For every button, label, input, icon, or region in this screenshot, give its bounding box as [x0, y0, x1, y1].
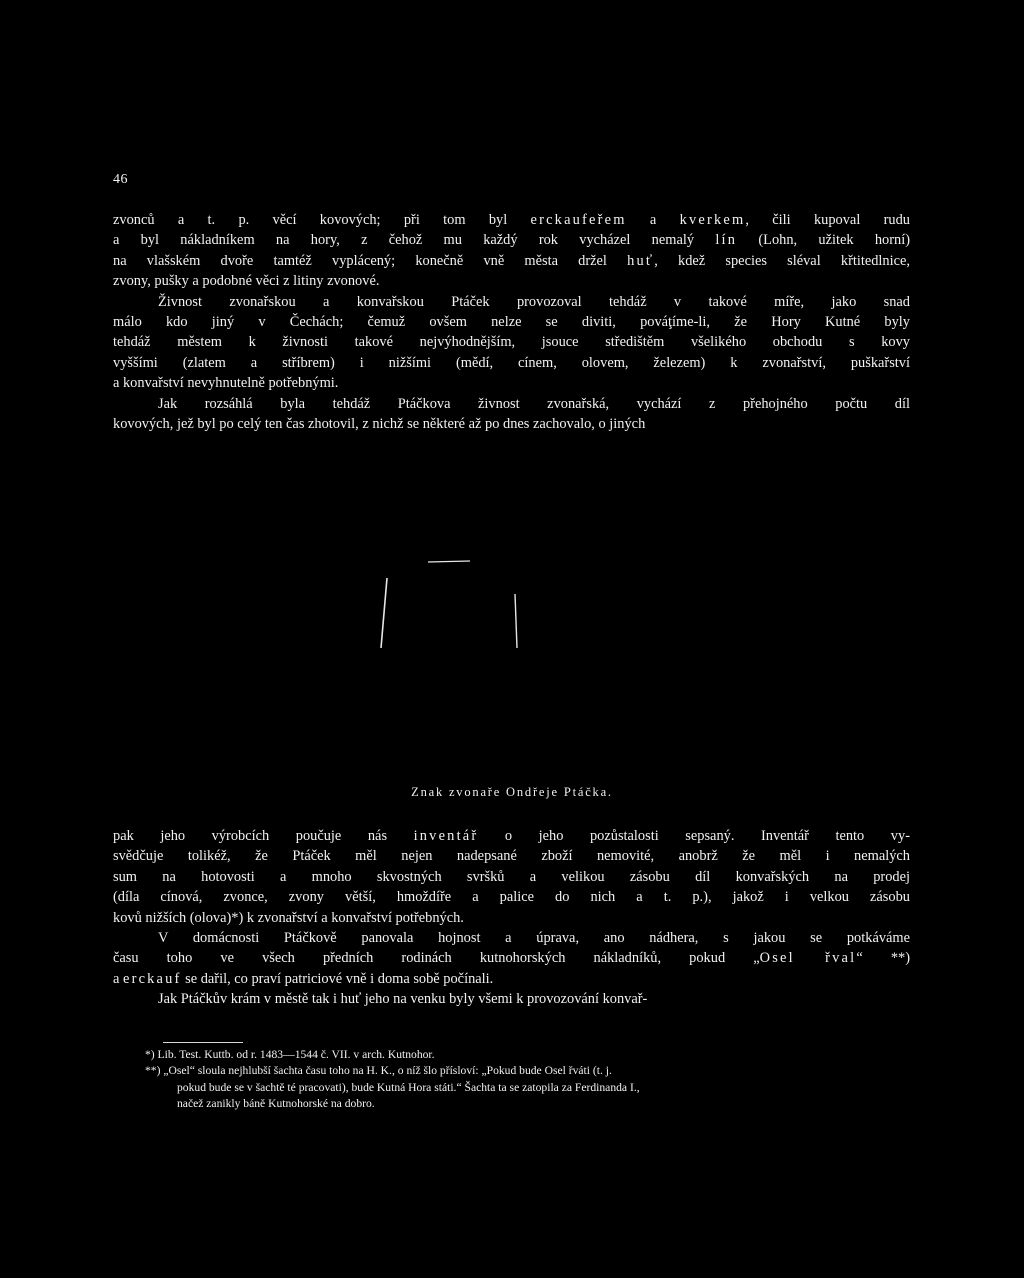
text-line: [113, 394, 910, 414]
text-line: [113, 846, 910, 866]
text-line: [113, 887, 910, 907]
page-number: 46: [113, 172, 128, 187]
text-run: svědčuje tolikéž, že Ptáček měl nejen nadepsané zboží nemovité, anobrž že měl i nemalých: [113, 848, 910, 865]
text-line: [113, 908, 910, 928]
text-run: “ **): [856, 950, 911, 967]
body-text-top: [113, 210, 910, 434]
text-line: [113, 271, 910, 291]
text-run: pak jeho výrobcích poučuje nás: [113, 828, 414, 844]
bellfounder-mark-figure: [370, 556, 530, 656]
text-run: (Lohn, užitek horní): [737, 232, 911, 249]
text-run: málo kdo jiný v Čechách; čemuž ovšem nelze se diviti, pováţíme-li, že Hory Kutné byly: [113, 314, 910, 331]
text-run: a: [113, 970, 123, 987]
figure-left-stroke: [381, 578, 387, 648]
text-run: Jak rozsáhlá byla tehdáž Ptáčkova živnost zvonařská, vychází z přehojného počtu díl: [158, 395, 910, 412]
text-line: [113, 312, 910, 332]
text-line: [113, 989, 910, 1009]
text-line: [113, 948, 910, 968]
text-run: kovových, jež byl po celý ten čas zhotovil, z nichž se některé až po dnes zachovalo, o jiných: [113, 416, 646, 433]
spaced-term: kverkem: [679, 212, 746, 228]
text-line: [113, 230, 910, 250]
text-line: [113, 292, 910, 312]
footnotes: [145, 1047, 910, 1113]
text-run: , kdež species sléval křtitedlnice,: [654, 252, 911, 269]
text-run: Živnost zvonařskou a konvařskou Ptáček provozoval tehdáž v takové míře, jako snad: [158, 293, 910, 310]
text-line: [113, 332, 910, 352]
spaced-term: inventář: [413, 828, 479, 844]
text-run: (díla cínová, zvonce, zvony větší, hmoždíře a palice do nich a t. p.), jakož i velkou zásobu: [113, 889, 910, 906]
text-run: a: [626, 212, 680, 228]
text-run: zvony, pušky a podobné věci z litiny zvonové.: [113, 273, 380, 290]
text-run: , čili kupoval rudu: [745, 212, 910, 228]
body-text-bottom: [113, 826, 910, 1010]
text-run: o jeho pozůstalosti sepsaný. Inventář tento vy-: [478, 828, 910, 844]
text-run: a byl nákladníkem na hory, z čehož mu každý rok vycházel nemalý: [113, 232, 716, 249]
text-line: [113, 867, 910, 887]
figure-top-stroke: [428, 561, 470, 562]
text-run: tehdáž městem k živnosti takové nejvýhodnějším, jsouce středištěm všelikého obchodu s kovy: [113, 334, 910, 351]
text-run: V domácnosti Ptáčkově panovala hojnost a úprava, ano nádhera, s jakou se potkáváme: [158, 930, 910, 947]
text-run: sum na hotovosti a mnoho skvostných svršků a velikou zásobu díl konvařských na prodej: [113, 868, 910, 885]
footnote-2-cont: pokud bude se v šachtě té pracovati), bude Kutná Hora státi.“ Šachta ta se zatopila za Ferdinanda I.,: [177, 1080, 640, 1094]
text-line: [113, 353, 910, 373]
text-line: [113, 969, 910, 989]
text-run: kovů nižších (olova)*) k zvonařství a konvařství potřebných.: [113, 909, 464, 926]
text-line: [113, 210, 910, 230]
text-run: zvonců a t. p. věcí kovových; při tom byl: [113, 212, 531, 228]
text-line: [113, 826, 910, 846]
spaced-term: erckaufeřem: [530, 212, 627, 228]
spaced-term: Osel řval: [759, 950, 857, 967]
text-run: se dařil, co praví patriciové vně i doma sobě počínali.: [181, 970, 494, 987]
text-run: a konvařství nevyhnutelně potřebnými.: [113, 375, 339, 392]
figure-caption: Znak zvonaře Ondřeje Ptáčka.: [411, 785, 613, 799]
spaced-term: huť: [627, 252, 655, 269]
footnote-2: **) „Osel“ sloula nejhlubší šachta času toho na H. K., o níž šlo přísloví: „Pokud bude Osel řváti (t. j.: [145, 1064, 612, 1078]
text-run: vyššími (zlatem a stříbrem) i nižšími (mědí, cínem, olovem, železem) k zvonařství, puškařství: [113, 354, 910, 371]
text-run: času toho ve všech předních rodinách kutnohorských nákladníků, pokud „: [113, 950, 760, 967]
text-run: na vlašském dvoře tamtéž vyplácený; konečně vně města držel: [113, 252, 628, 269]
text-line: [113, 928, 910, 948]
text-run: Jak Ptáčkův krám v městě tak i huť jeho na venku byly všemi k provozování konvař-: [158, 991, 648, 1008]
footnote-rule: [163, 1042, 243, 1043]
spaced-term: lín: [715, 232, 738, 249]
figure-right-stroke: [515, 594, 517, 648]
text-line: [113, 414, 910, 434]
text-line: [113, 373, 910, 393]
spaced-term: erckauf: [123, 970, 182, 987]
footnote-1: *) Lib. Test. Kuttb. od r. 1483—1544 č. VII. v arch. Kutnohor.: [145, 1048, 435, 1061]
footnote-2-cont: načež zanikly báně Kutnohorské na dobro.: [177, 1097, 375, 1111]
text-line: [113, 251, 910, 271]
